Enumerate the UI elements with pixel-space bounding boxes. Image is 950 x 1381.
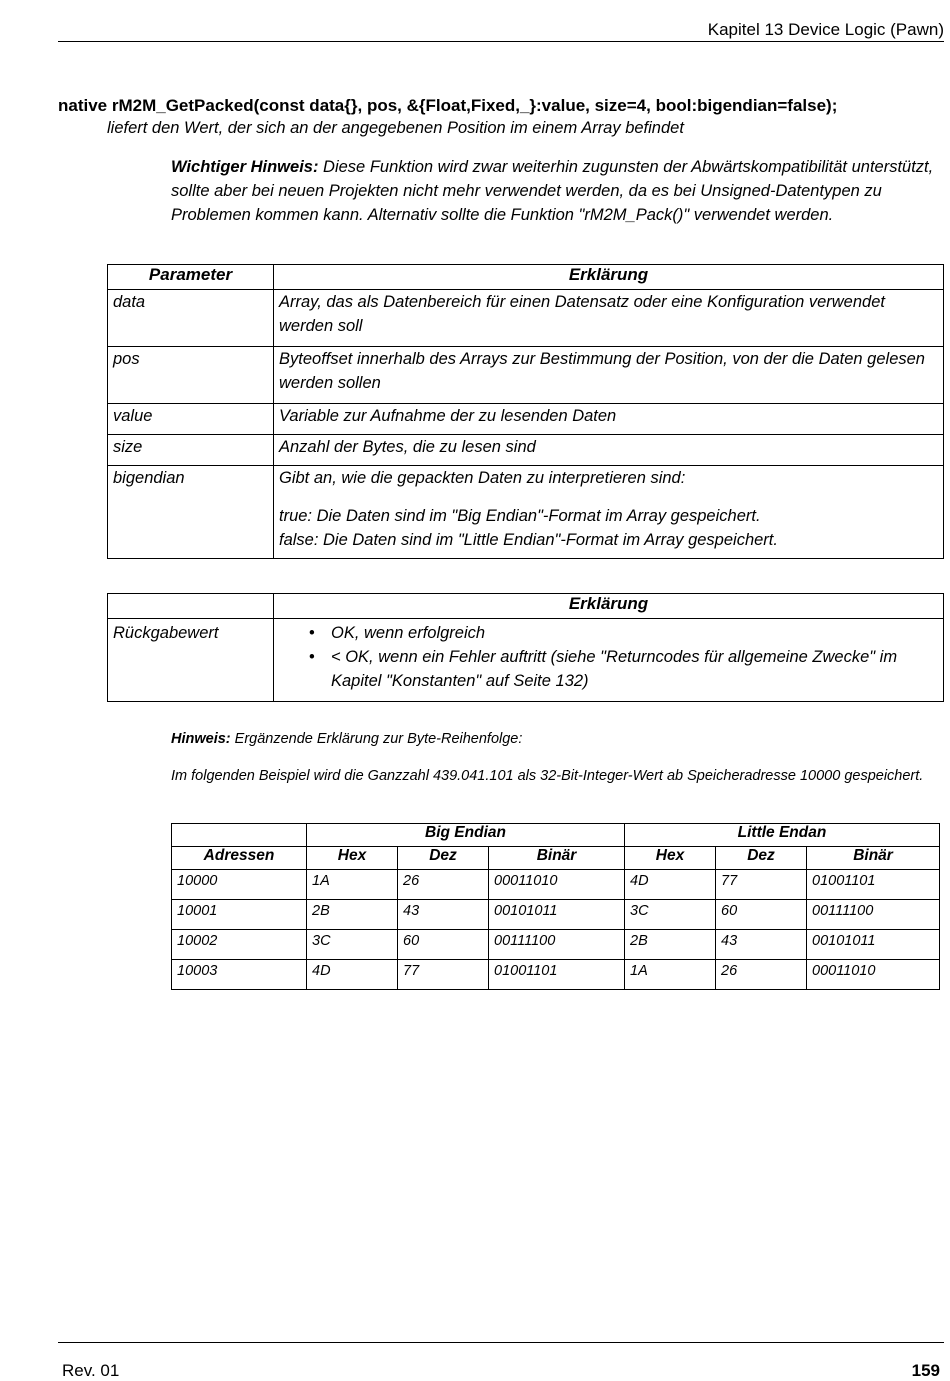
param-desc: Array, das als Datenbereich für einen Datensatz oder eine Konfiguration verwendet werden soll: [274, 290, 944, 347]
cell-hex: 2B: [307, 900, 398, 930]
bigendian-false-line: false: Die Daten sind im "Little Endian"-Format im Array gespeichert.: [279, 531, 778, 549]
return-value-table: [107, 593, 944, 702]
cell-hex: 4D: [625, 870, 716, 900]
cell-binary: 00101011: [489, 900, 625, 930]
header-hex: Hex: [625, 847, 716, 870]
list-item: • OK, wenn erfolgreich: [331, 621, 938, 645]
page-header-title: Kapitel 13 Device Logic (Pawn): [707, 20, 944, 39]
footer-revision: Rev. 01: [62, 1361, 120, 1380]
function-description: liefert den Wert, der sich an der angegebenen Position im einem Array befindet: [107, 119, 684, 137]
cell-dez: 43: [398, 900, 489, 930]
table-row: [108, 290, 944, 347]
header-explanation: Erklärung: [274, 265, 944, 290]
cell-dez: 77: [398, 960, 489, 990]
header-addresses: Adressen: [172, 847, 307, 870]
endian-table: [171, 823, 940, 990]
header-hex: Hex: [307, 847, 398, 870]
table-row: [108, 347, 944, 404]
return-values: [274, 619, 944, 702]
header-dez: Dez: [716, 847, 807, 870]
parameter-table: [107, 264, 944, 559]
cell-address: 10002: [172, 930, 307, 960]
header-empty: [172, 824, 307, 847]
cell-hex: 2B: [625, 930, 716, 960]
table-row: [108, 404, 944, 435]
function-signature: native rM2M_GetPacked(const data{}, pos, &{Float,Fixed,_}:value, size=4, bool:bigendian=false);: [58, 96, 838, 115]
header-binary: Binär: [807, 847, 940, 870]
endian-group-header: [172, 824, 940, 847]
cell-dez: 77: [716, 870, 807, 900]
cell-hex: 3C: [625, 900, 716, 930]
cell-dez: 26: [398, 870, 489, 900]
important-note-text: Diese Funktion wird zwar weiterhin zugunsten der Abwärtskompatibilität unterstützt, sollte aber bei neuen Projekten nicht mehr verwendet werden, da es bei Unsigned-Datentypen zu Problemen kommen kann. Alternativ sollte die Funktion "rM2M_Pack()" verwendet werden.: [171, 158, 934, 224]
list-item: • < OK, wenn ein Fehler auftritt (siehe "Returncodes für allgemeine Zwecke" im Kapitel "Konstanten" auf Seite 132): [331, 645, 938, 693]
cell-hex: 1A: [625, 960, 716, 990]
cell-dez: 43: [716, 930, 807, 960]
table-row: [172, 870, 940, 900]
cell-hex: 1A: [307, 870, 398, 900]
param-name: pos: [108, 347, 274, 404]
hint-text: Ergänzende Erklärung zur Byte-Reihenfolge:: [234, 731, 523, 747]
important-note-label: Wichtiger Hinweis:: [171, 158, 319, 176]
cell-binary: 00111100: [807, 900, 940, 930]
table-row: [108, 435, 944, 466]
cell-binary: 01001101: [807, 870, 940, 900]
header-little-endian: Little Endan: [625, 824, 940, 847]
bigendian-desc-line: Gibt an, wie die gepackten Daten zu interpretieren sind:: [279, 469, 686, 487]
cell-binary: 01001101: [489, 960, 625, 990]
header-parameter: Parameter: [108, 265, 274, 290]
parameter-table-header: [108, 265, 944, 290]
cell-address: 10001: [172, 900, 307, 930]
header-binary: Binär: [489, 847, 625, 870]
cell-binary: 00111100: [489, 930, 625, 960]
header-big-endian: Big Endian: [307, 824, 625, 847]
cell-dez: 60: [398, 930, 489, 960]
endian-column-header: [172, 847, 940, 870]
header-dez: Dez: [398, 847, 489, 870]
param-name: bigendian: [108, 466, 274, 559]
table-row: [108, 619, 944, 702]
param-desc: Variable zur Aufnahme der zu lesenden Daten: [274, 404, 944, 435]
return-value-list: [279, 621, 938, 693]
param-desc: Anzahl der Bytes, die zu lesen sind: [274, 435, 944, 466]
return-label: Rückgabewert: [108, 619, 274, 702]
header-empty: [108, 594, 274, 619]
cell-dez: 60: [716, 900, 807, 930]
table-row: [108, 466, 944, 559]
footer-rule: [58, 1342, 944, 1343]
cell-address: 10000: [172, 870, 307, 900]
table-row: [172, 960, 940, 990]
table-row: [172, 930, 940, 960]
cell-binary: 00011010: [489, 870, 625, 900]
header-rule: [58, 41, 944, 42]
hint-example: Im folgenden Beispiel wird die Ganzzahl 439.041.101 als 32-Bit-Integer-Wert ab Speicheradresse 10000 gespeichert.: [171, 768, 924, 784]
hint-label: Hinweis:: [171, 731, 231, 747]
param-name: value: [108, 404, 274, 435]
important-note: [171, 155, 943, 227]
header-explanation: Erklärung: [274, 594, 944, 619]
hint: [171, 731, 522, 747]
page-number: 159: [911, 1361, 940, 1380]
cell-address: 10003: [172, 960, 307, 990]
cell-binary: 00101011: [807, 930, 940, 960]
param-desc: [274, 466, 944, 559]
param-desc: Byteoffset innerhalb des Arrays zur Bestimmung der Position, von der die Daten gelesen werden sollen: [274, 347, 944, 404]
param-name: size: [108, 435, 274, 466]
cell-hex: 4D: [307, 960, 398, 990]
return-table-header: [108, 594, 944, 619]
cell-dez: 26: [716, 960, 807, 990]
cell-binary: 00011010: [807, 960, 940, 990]
cell-hex: 3C: [307, 930, 398, 960]
table-row: [172, 900, 940, 930]
bigendian-true-line: true: Die Daten sind im "Big Endian"-Format im Array gespeichert.: [279, 507, 761, 525]
param-name: data: [108, 290, 274, 347]
